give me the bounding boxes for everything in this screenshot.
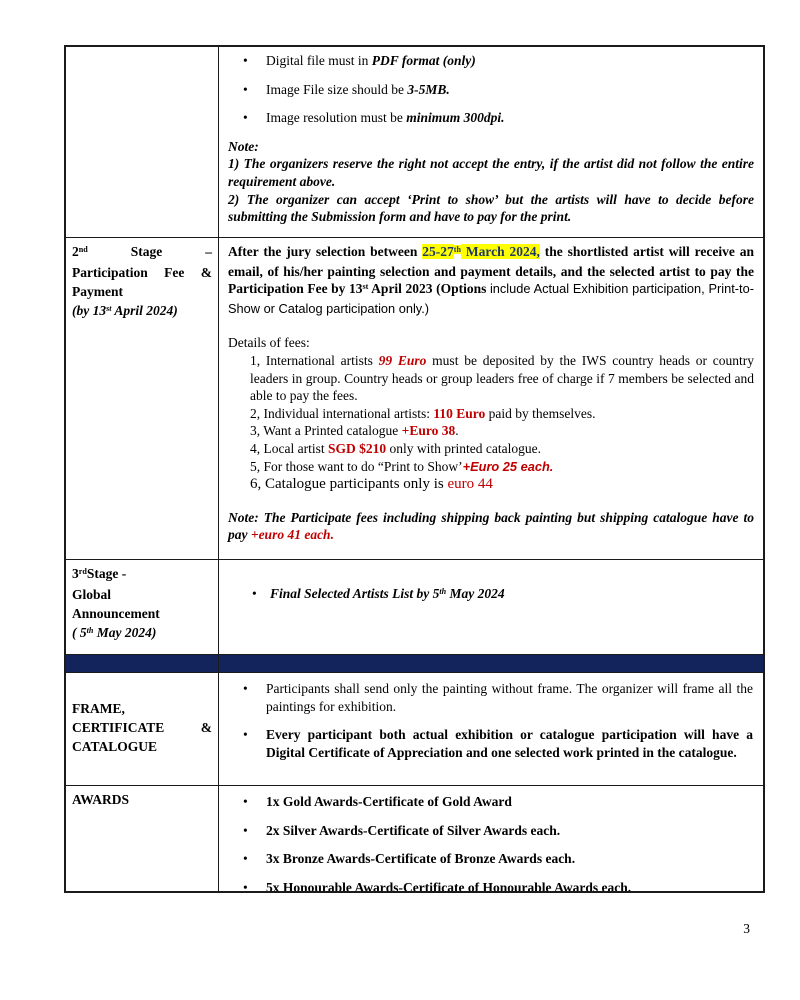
requirements-label-cell: [66, 47, 219, 237]
list-item: [243, 726, 754, 761]
fees-list: [250, 352, 754, 494]
list-item: [243, 81, 754, 99]
list-item: [243, 109, 754, 127]
award-text: 5x Honourable Awards-Certificate of Honourable Awards each.: [266, 879, 632, 891]
stage2-label-line: Participation Fee &: [72, 265, 212, 280]
bullet-icon: •: [243, 822, 248, 838]
bullet-icon: •: [243, 81, 248, 97]
list-item: [243, 680, 754, 715]
table-row-separator: [66, 654, 763, 672]
bullet-icon: •: [243, 794, 248, 809]
stage2-deadline: (by 13st April 2024): [72, 303, 178, 318]
bullet-icon: •: [252, 586, 257, 601]
fee-item: 2, Individual international artists: 110 Euro paid by themselves.: [250, 405, 596, 421]
awards-content-cell: [219, 786, 763, 891]
bullet-icon: •: [243, 879, 248, 891]
list-item: [252, 585, 754, 605]
stage2-label-line: Payment: [72, 284, 123, 299]
stage3-content-cell: [219, 560, 763, 654]
fee-item: 1, International artists 99 Euro must be deposited by the IWS country heads or country leaders in group. Country heads or group leaders free of charge if 7 members be selected and able to pay the fees.: [250, 352, 754, 404]
requirement-text: Image resolution must be minimum 300dpi.: [266, 110, 505, 126]
bullet-icon: •: [243, 681, 248, 696]
stage2-intro-paragraph: After the jury selection between 25-27th March 2024, the shortlisted artist will receive an email, of his/her painting selection and payment details, and the selected artist to pay the Participation Fee by 13st April 2023 (Options include Actual Exhibition participation, Print-to-Show or Catalog participation only.): [228, 244, 754, 316]
frame-label-line: CATALOGUE: [72, 739, 158, 754]
stage3-label-line: Announcement: [72, 606, 160, 621]
frame-label-line: CERTIFICATE &: [72, 720, 212, 735]
table-row-frame: [66, 672, 763, 785]
awards-label-cell: [66, 786, 219, 891]
list-item: [243, 850, 754, 868]
frame-text: Participants shall send only the painting without frame. The organizer will frame all the paintings for exhibition.: [266, 681, 753, 714]
table-row-requirements: [66, 47, 763, 237]
fee-item: 4, Local artist SGD $210 only with printed catalogue.: [250, 440, 541, 456]
requirement-text: Digital file must in PDF format (only): [266, 53, 476, 68]
note-heading: Note:: [228, 138, 259, 154]
award-text: 1x Gold Awards-Certificate of Gold Award: [266, 794, 512, 809]
table-row-stage2: [66, 237, 763, 559]
stage2-note: Note: The Participate fees including shipping back painting but shipping catalogue have to pay +euro 41 each.: [228, 509, 754, 543]
stage3-label-line: 3rdStage -: [72, 566, 127, 581]
separator-left-cell: [66, 655, 219, 672]
requirement-text: Image File size should be 3-5MB.: [266, 81, 450, 97]
stage3-deadline: ( 5th May 2024): [72, 625, 157, 640]
list-item: [243, 793, 754, 811]
table-row-awards: [66, 785, 763, 891]
bullet-icon: •: [243, 110, 248, 126]
frame-label-line: FRAME,: [72, 701, 125, 716]
requirements-content-cell: [219, 47, 763, 237]
awards-label: AWARDS: [72, 792, 130, 807]
fees-heading: Details of fees:: [228, 335, 310, 351]
bullet-icon: •: [243, 53, 248, 68]
fee-item: 5, For those want to do “Print to Show’+Euro 25 each.: [250, 458, 554, 474]
page-number: 3: [743, 921, 750, 936]
list-item: [243, 879, 754, 891]
frame-text: Every participant both actual exhibition or catalogue participation will have a Digital Certificate of Appreciation and one selected work printed in the catalogue.: [266, 727, 753, 760]
bullet-icon: •: [243, 851, 248, 867]
fee-item: 6, Catalogue participants only is euro 44: [250, 476, 493, 493]
fee-item: 3, Want a Printed catalogue +Euro 38.: [250, 423, 459, 439]
award-text: 3x Bronze Awards-Certificate of Bronze Awards each.: [266, 851, 576, 867]
table-row-stage3: [66, 559, 763, 654]
stage2-label-line: 2nd Stage –: [72, 244, 212, 259]
note-text: 1) The organizers reserve the right not accept the entry, if the artist did not follow the entire requirement above.: [228, 156, 754, 189]
separator-right-cell: [219, 655, 763, 672]
stage3-announcement-text: Final Selected Artists List by 5th May 2024: [270, 586, 505, 601]
stage3-label-cell: [66, 560, 219, 654]
stage2-label-cell: [66, 238, 219, 559]
bullet-icon: •: [243, 727, 248, 743]
requirements-note-block: [228, 138, 754, 226]
frame-content-cell: [219, 673, 763, 785]
stage2-content-cell: [219, 238, 763, 559]
award-text: 2x Silver Awards-Certificate of Silver Awards each.: [266, 822, 561, 838]
list-item: [243, 822, 754, 840]
stage3-label-line: Global: [72, 587, 112, 602]
stages-table: [64, 45, 765, 893]
frame-label-cell: [66, 673, 219, 785]
list-item: [243, 52, 754, 70]
note-text: 2) The organizer can accept ‘Print to show’ but the artists will have to decide before submitting the Submission form and have to pay for the print.: [228, 191, 754, 225]
